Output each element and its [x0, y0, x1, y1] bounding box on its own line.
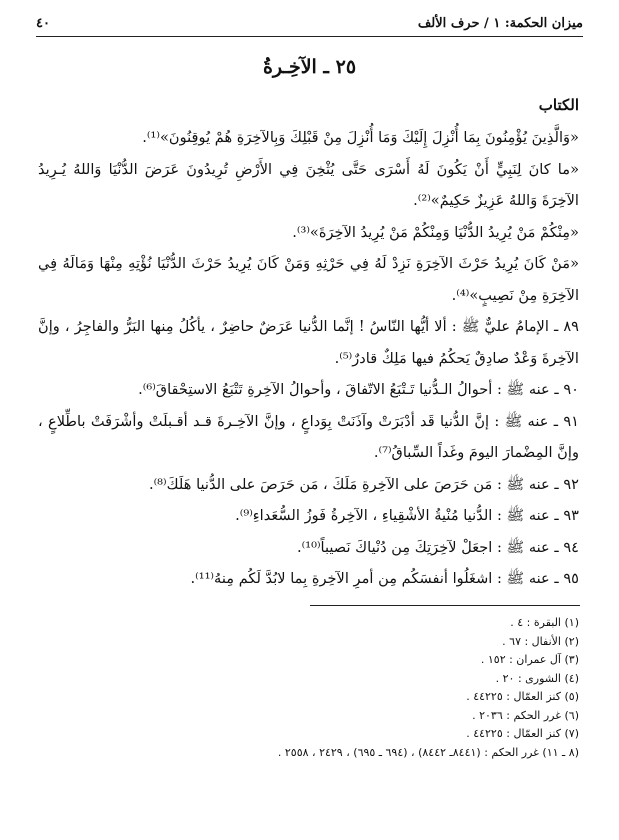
footnote-item: (١) البقرة : ٤ .: [510, 616, 579, 629]
hadith-94: ٩٤ ـ عنه ﷺ : اجعَلْ لآخِرَتِكَ مِن دُنْياكَ نَصيباً⁽¹⁰⁾.: [297, 538, 579, 556]
footnote-item: (٢) الأنفال : ٦٧ .: [502, 634, 579, 648]
hadith-89: ٨٩ ـ الإمامُ عليٌّ ﷺ : ألا أيُّها النّاسُ ! إنَّما الدُّنيا عَرَضٌ حاضِرٌ ، يأكُلُ مِنها البَرُّ والفاجِرُ ، وإنَّ الآخِرةَ وَعْدٌ صادِقٌ يَحكُمُ فيها مَلِكٌ قادرٌ⁽⁵⁾.: [38, 318, 579, 367]
header-divider: [36, 36, 583, 37]
hadith-93: ٩٣ ـ عنه ﷺ : الدُّنيا مُنْيةُ الأشْقِياءِ ، الآخِرةُ فَوزُ السُّعَداءِ⁽⁹⁾.: [235, 507, 579, 524]
quran-verse-2: «ما كانَ لِنَبِيٍّ أَنْ يَكُونَ لَهُ أَسْرَى حَتَّى يُثْخِنَ فِي الأَرْضِ تُرِيدُونَ عَرَضَ الدُّنْيَا وَاللهُ يُـرِيدُ الآخِرَةَ وَاللهُ عَزِيزٌ حَكِيمٌ»⁽²⁾.: [38, 160, 579, 209]
footnote-divider: [310, 605, 580, 606]
footnote-item: (٣) آل عمران : ١٥٢ .: [480, 653, 579, 666]
page-number: ٤٠: [36, 15, 50, 31]
footnote-item: (٨ ـ ١١) غرر الحكم : (٨٤٤١ـ ٨٤٤٢) ، (٦٩٤ ـ ٦٩٥) ، ٢٤٢٩ ، ٢٥٥٨ .: [277, 745, 579, 759]
hadith-92: ٩٢ ـ عنه ﷺ : مَن حَرَصَ على الآخِرةِ مَلَكَ ، مَن حَرَصَ على الدُّنيا هَلَكَ⁽⁸⁾.: [148, 475, 579, 493]
running-title: ميزان الحكمة: ١ / حرف الألف: [417, 15, 583, 31]
quran-verse-3: «مِنْكُمْ مَنْ يُرِيدُ الدُّنْيَا وَمِنْكُمْ مَنْ يُرِيدُ الآخِرَةَ»⁽³⁾.: [292, 223, 579, 241]
running-header: [36, 12, 583, 34]
footnote-item: (٦) غرر الحكم : ٢٠٣٦ .: [472, 708, 579, 722]
hadith-91: ٩١ ـ عنه ﷺ : إنَّ الدُّنيا قَد أدْبَرَتْ وآذَنَتْ بِوَداعٍ ، وإنَّ الآخِـرةَ قـد أقـبلَتْ وأشْرَفَتْ باطِّلاعٍ ، وإنَّ المِضْمارَ اليومَ وغَداً السِّباقُ⁽⁷⁾.: [38, 412, 579, 461]
hadith-90: ٩٠ ـ عنه ﷺ : أحوالُ الـدُّنيا تَـتْبَعُ الاتّفاقَ ، وأحوالُ الآخِرةِ تَتْبَعُ الاستِحْقاقَ⁽⁶⁾.: [138, 381, 579, 398]
chapter-title: ٢٥ ـ الآخِـرةُ: [262, 56, 357, 78]
footnote-item: (٧) كنز العمّال : ٤٤٢٢٥ .: [466, 727, 579, 740]
footnote-item: (٤) الشورى : ٢٠ .: [495, 671, 579, 685]
body-text: [38, 122, 579, 595]
footnotes: [38, 614, 579, 762]
quran-verse-4: «مَنْ كَانَ يُرِيدُ حَرْثَ الآخِرَةِ نَزِدْ لَهُ فِي حَرْثِهِ وَمَنْ كَانَ يُرِيدُ حَرْثَ الدُّنْيَا نُؤْتِهِ مِنْهَا وَمَالَهُ فِي الآخِرَةِ مِنْ نَصِيبٍ»⁽⁴⁾.: [38, 255, 579, 304]
section-heading: الكتاب: [538, 96, 579, 114]
quran-verse-1: «وَالَّذِينَ يُؤْمِنُونَ بِمَا أُنْزِلَ إِلَيْكَ وَمَا أُنْزِلَ مِنْ قَبْلِكَ وَبِالآخِرَةِ هُمْ يُوقِنُونَ»⁽¹⁾.: [142, 129, 579, 146]
footnote-item: (٥) كنز العمّال : ٤٤٢٢٥ .: [466, 690, 579, 703]
hadith-95: ٩٥ ـ عنه ﷺ : اشغَلُوا أنفسَكُم مِن أمرِ الآخِرةِ بِما لابُدَّ لَكُم مِنهُ⁽¹¹⁾.: [190, 570, 579, 587]
